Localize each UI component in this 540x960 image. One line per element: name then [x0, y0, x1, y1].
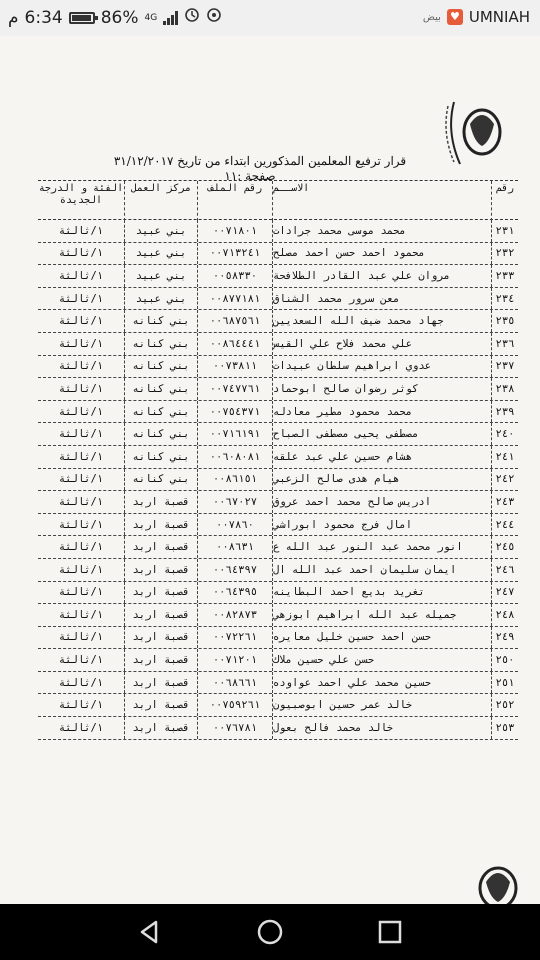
alarm-icon	[184, 7, 200, 28]
cell-center: قصبة اربد	[125, 491, 198, 513]
header-name: الاســم	[273, 181, 492, 221]
table-row	[38, 672, 518, 695]
cell-name: حسن علي حسين ملاك	[273, 649, 492, 671]
table-row	[38, 288, 518, 311]
cell-num: ٢٤٦	[495, 563, 515, 576]
cell-name: ادريس صالح محمد احمد عروق	[273, 491, 492, 513]
cell-num: ٢٤٧	[495, 586, 515, 599]
cell-degree: ١/ثالثة	[38, 582, 125, 604]
table-row	[38, 582, 518, 605]
cell-num: ٢٥١	[495, 676, 515, 689]
cell-center: بني عبيد	[125, 288, 198, 310]
cell-file: ٠٠٦٨٦٦١	[198, 672, 273, 694]
table-body	[38, 220, 518, 740]
table-row	[38, 333, 518, 356]
time-period: م	[8, 7, 19, 28]
cell-num: ٢٤٨	[495, 608, 515, 621]
cell-degree: ١/ثالثة	[38, 536, 125, 558]
signal-icon	[163, 11, 178, 25]
cell-name: ايمان سليمان احمد عبد الله ال	[273, 559, 492, 581]
cell-degree: ١/ثالثة	[38, 469, 125, 491]
cell-degree: ١/ثالثة	[38, 672, 125, 694]
cell-file: ٠٠٦٨٧٥٦١	[198, 310, 273, 332]
cell-degree: ١/ثالثة	[38, 265, 125, 287]
navigation-bar	[0, 904, 540, 960]
cell-name: معن سرور محمد الشناق	[273, 288, 492, 310]
cell-file: ٠٠٦٤٣٩٧	[198, 559, 273, 581]
cell-center: بني كنانه	[125, 401, 198, 423]
table-row	[38, 694, 518, 717]
cell-name: امال فرج محمود ابوراشي	[273, 514, 492, 536]
cell-num: ٢٣١	[495, 224, 515, 237]
cell-num: ٢٤١	[495, 450, 515, 463]
cell-num: ٢٤٥	[495, 541, 515, 554]
cell-name: هشام حسين علي عبد علقه	[273, 446, 492, 468]
cell-file: ٠٠٧٥٤٣٧١	[198, 401, 273, 423]
cell-center: بني عبيد	[125, 220, 198, 242]
table-row	[38, 627, 518, 650]
cell-name: عدوي ابراهيم سلطان عبيدات	[273, 356, 492, 378]
carrier-prefix: بيض	[422, 11, 441, 23]
cell-name: حسن احمد حسين خليل معايره	[273, 627, 492, 649]
cell-degree: ١/ثالثة	[38, 491, 125, 513]
cell-degree: ١/ثالثة	[38, 356, 125, 378]
cell-name: كوثر رضوان صالح ابوحماد	[273, 378, 492, 400]
cell-file: ٠٠٥٨٣٣٠	[198, 265, 273, 287]
table-row	[38, 378, 518, 401]
status-left	[8, 7, 222, 28]
header-center: مركز العمل	[125, 181, 198, 221]
cell-center: قصبة اربد	[125, 627, 198, 649]
carrier-name: UMNIAH	[468, 8, 530, 26]
cell-file: ٠٠٨٦٣١	[198, 536, 273, 558]
battery-icon	[69, 12, 95, 24]
page-number: صفحة :١١	[224, 169, 276, 183]
cell-file: ٠٠٧٥٩٢٦١	[198, 694, 273, 716]
cell-center: بني كنانه	[125, 423, 198, 445]
cell-name: علي محمد فلاح علي القيس	[273, 333, 492, 355]
clock: 6:34	[24, 7, 63, 28]
cell-name: خالد عمر حسين ابوصبيون	[273, 694, 492, 716]
cell-file: ٠٠٦٠٨٠٨١	[198, 446, 273, 468]
cell-file: ٠٠٨٦١٥١	[198, 469, 273, 491]
table-row	[38, 423, 518, 446]
cell-num: ٢٤٤	[495, 518, 515, 531]
cell-name: خالد محمد فالح بعول	[273, 717, 492, 739]
cell-num: ٢٣٥	[495, 315, 515, 328]
cell-center: بني كنانه	[125, 378, 198, 400]
cell-name: انور محمد عبد النور عبد الله ع	[273, 536, 492, 558]
table-row	[38, 491, 518, 514]
cell-name: محمود احمد حسن احمد مصلح	[273, 243, 492, 265]
cell-file: ٠٠٧٨٦٠	[198, 514, 273, 536]
cell-file: ٠٠٧٤٧٧٦١	[198, 378, 273, 400]
cell-center: قصبة اربد	[125, 649, 198, 671]
cell-degree: ١/ثالثة	[38, 423, 125, 445]
teachers-table	[38, 180, 518, 740]
cell-file: ٠٠٦٧٠٢٧	[198, 491, 273, 513]
cell-center: قصبة اربد	[125, 694, 198, 716]
cell-name: تغريد بديع احمد البطاينه	[273, 582, 492, 604]
cell-file: ٠٠٧١٣٢٤١	[198, 243, 273, 265]
cell-degree: ١/ثالثة	[38, 310, 125, 332]
table-row	[38, 649, 518, 672]
cell-center: قصبة اربد	[125, 536, 198, 558]
cell-file: ٠٠٨٧٧١٨١	[198, 288, 273, 310]
cell-degree: ١/ثالثة	[38, 559, 125, 581]
emblem-bottom	[464, 858, 534, 904]
cell-num: ٢٥٠	[495, 654, 515, 667]
cell-num: ٢٤٩	[495, 631, 515, 644]
table-row	[38, 514, 518, 537]
table-row	[38, 356, 518, 379]
cell-name: هيام هدى صالح الزعبي	[273, 469, 492, 491]
cell-file: ٠٠٧٢٢٦١	[198, 627, 273, 649]
cell-file: ٠٠٧٦٧٨١	[198, 717, 273, 739]
cell-center: قصبة اربد	[125, 717, 198, 739]
cell-num: ٢٤٠	[495, 428, 515, 441]
document-view[interactable]	[0, 36, 540, 904]
table-header	[38, 181, 518, 220]
home-button[interactable]	[254, 916, 286, 948]
battery-percent: 86%	[100, 7, 139, 28]
cell-name: حسين محمد علي احمد عواوده	[273, 672, 492, 694]
cell-center: قصبة اربد	[125, 604, 198, 626]
table-row	[38, 446, 518, 469]
cell-center: قصبة اربد	[125, 514, 198, 536]
cell-center: بني عبيد	[125, 265, 198, 287]
header-degree: الفئة و الدرجة الجديدة	[38, 181, 125, 221]
cell-file: ٠٠٨٢٨٧٣	[198, 604, 273, 626]
cell-name: محمد محمود مطير معادله	[273, 401, 492, 423]
cell-file: ٠٠٧١٨٠١	[198, 220, 273, 242]
cell-degree: ١/ثالثة	[38, 333, 125, 355]
document-title: قرار ترفيع المعلمين المذكورين ابتداء من تاريخ ٣١/١٢/٢٠١٧	[113, 154, 407, 168]
cell-num: ٢٣٨	[495, 382, 515, 395]
cell-center: بني عبيد	[125, 243, 198, 265]
cell-num: ٢٣٧	[495, 360, 515, 373]
cell-degree: ١/ثالثة	[38, 514, 125, 536]
cell-center: قصبة اربد	[125, 559, 198, 581]
cell-name: محمد موسى محمد جرادات	[273, 220, 492, 242]
cell-file: ٠٠٨٦٤٤٤١	[198, 333, 273, 355]
table-row	[38, 469, 518, 492]
cell-file: ٠٠٧٣٨١١	[198, 356, 273, 378]
cell-center: بني كنانه	[125, 356, 198, 378]
table-row	[38, 401, 518, 424]
cell-name: مروان علي عبد القادر الطلافحة	[273, 265, 492, 287]
cell-center: قصبة اربد	[125, 582, 198, 604]
cell-degree: ١/ثالثة	[38, 627, 125, 649]
cell-file: ٠٠٦٤٣٩٥	[198, 582, 273, 604]
cell-degree: ١/ثالثة	[38, 401, 125, 423]
recents-button[interactable]	[374, 916, 406, 948]
cell-num: ٢٣٢	[495, 247, 515, 260]
cell-name: جهاد محمد ضيف الله السعديين	[273, 310, 492, 332]
back-button[interactable]	[134, 916, 166, 948]
table-row	[38, 220, 518, 243]
cell-degree: ١/ثالثة	[38, 717, 125, 739]
cell-name: جميله عبد الله ابراهيم ابوزهي	[273, 604, 492, 626]
table-row	[38, 604, 518, 627]
cell-file: ٠٠٧١٦١٩١	[198, 423, 273, 445]
table-row	[38, 559, 518, 582]
cell-num: ٢٣٣	[495, 269, 515, 282]
table-row	[38, 265, 518, 288]
table-row	[38, 310, 518, 333]
cell-name: مصطفى يحيى مصطفى الصباح	[273, 423, 492, 445]
cell-degree: ١/ثالثة	[38, 446, 125, 468]
cell-degree: ١/ثالثة	[38, 694, 125, 716]
cell-num: ٢٤٢	[495, 473, 515, 486]
cell-num: ٢٣٩	[495, 405, 515, 418]
header-file: رقم الملف	[198, 181, 273, 221]
header-num: رقم	[495, 183, 515, 194]
cell-num: ٢٥٢	[495, 699, 515, 712]
cell-num: ٢٣٦	[495, 337, 515, 350]
cell-center: بني كنانه	[125, 446, 198, 468]
cell-center: بني كنانه	[125, 469, 198, 491]
status-bar	[0, 0, 540, 36]
cell-file: ٠٠٧١٢٠١	[198, 649, 273, 671]
cell-num: ٢٥٣	[495, 721, 515, 734]
cell-degree: ١/ثالثة	[38, 220, 125, 242]
status-right	[423, 8, 530, 26]
cell-degree: ١/ثالثة	[38, 243, 125, 265]
emblem-top	[442, 94, 512, 174]
table-row	[38, 243, 518, 266]
cell-degree: ١/ثالثة	[38, 649, 125, 671]
cell-num: ٢٤٣	[495, 495, 515, 508]
table-row	[38, 536, 518, 559]
cell-center: قصبة اربد	[125, 672, 198, 694]
hotspot-icon	[206, 7, 222, 28]
cell-degree: ١/ثالثة	[38, 378, 125, 400]
table-row	[38, 717, 518, 740]
network-type: 4G	[144, 12, 158, 23]
cell-degree: ١/ثالثة	[38, 604, 125, 626]
cell-center: بني كنانه	[125, 333, 198, 355]
cell-center: بني كنانه	[125, 310, 198, 332]
app-notification-icon: ♥	[447, 9, 463, 25]
cell-num: ٢٣٤	[495, 292, 515, 305]
cell-degree: ١/ثالثة	[38, 288, 125, 310]
